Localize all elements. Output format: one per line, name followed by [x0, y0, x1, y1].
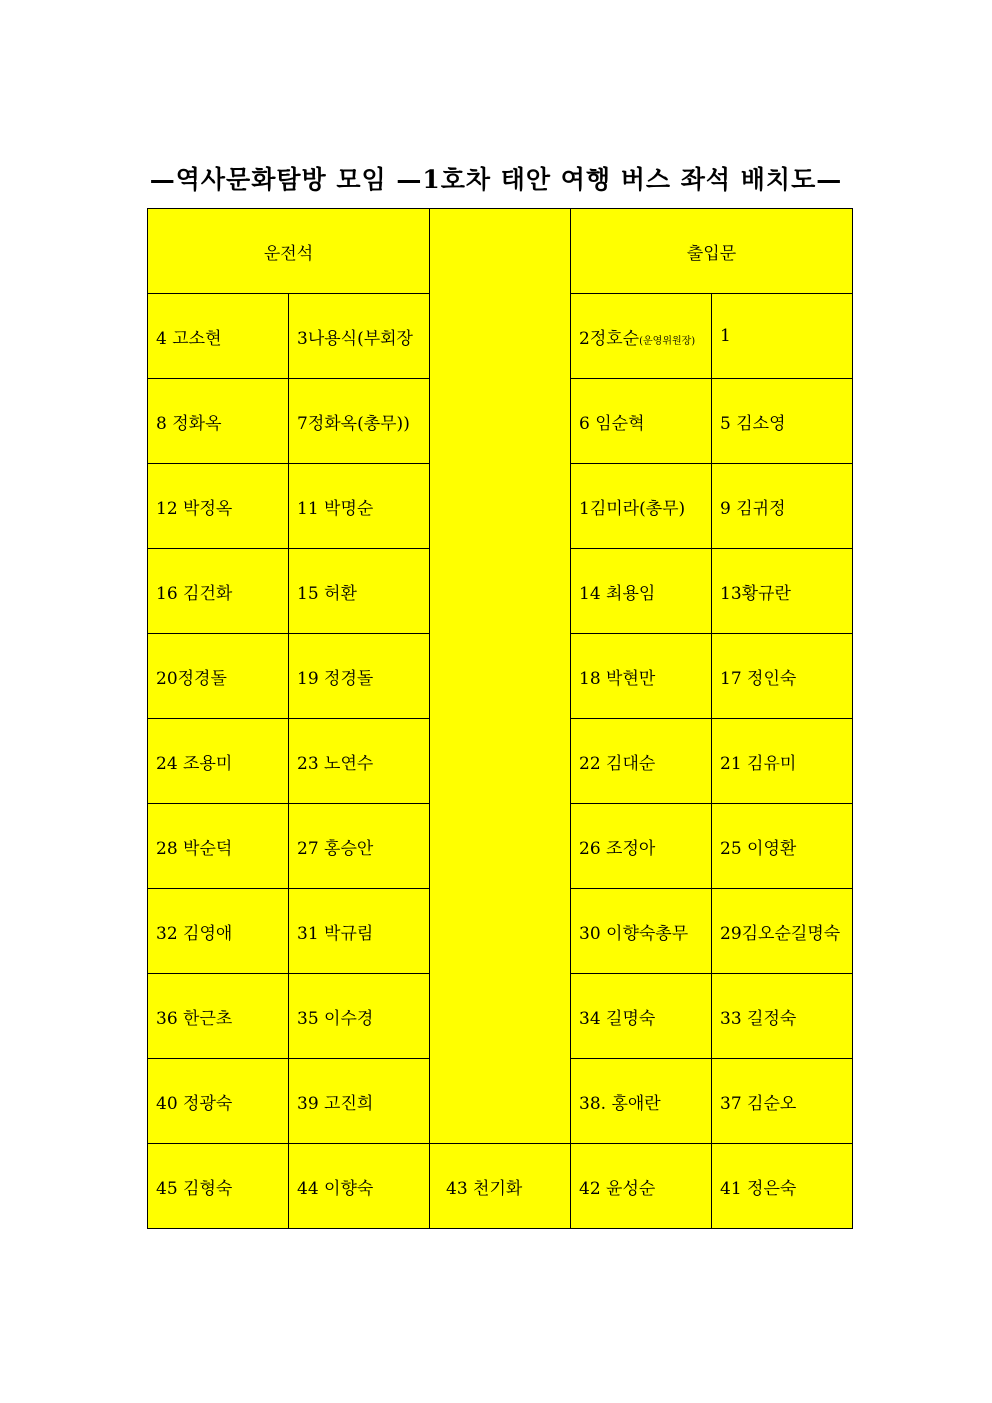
- page-title: —역사문화탐방 모임 —1호차 태안 여행 버스 좌석 배치도—: [149, 165, 843, 194]
- seat-cell: 22 김대순: [571, 719, 712, 804]
- seat-cell: 13황규란: [712, 549, 853, 634]
- seat-cell: 41 정은숙: [712, 1144, 853, 1229]
- seat-cell: 9 김귀정: [712, 464, 853, 549]
- seat-cell: [571, 294, 712, 379]
- seat-cell: 36 한근초: [148, 974, 289, 1059]
- seat-cell: 12 박정옥: [148, 464, 289, 549]
- seat-cell: 32 김영애: [148, 889, 289, 974]
- seat-cell: 1김미라(총무): [571, 464, 712, 549]
- seat-cell: 5 김소영: [712, 379, 853, 464]
- seat-cell: 26 조정아: [571, 804, 712, 889]
- seat-cell: 44 이향숙: [289, 1144, 430, 1229]
- seat-cell: 25 이영환: [712, 804, 853, 889]
- seat-cell: 21 김유미: [712, 719, 853, 804]
- seat-cell: 45 김형숙: [148, 1144, 289, 1229]
- door-label: 출입문: [571, 209, 853, 294]
- seat-cell: 24 조용미: [148, 719, 289, 804]
- back-row: [148, 1144, 853, 1229]
- seat-cell: 14 최용임: [571, 549, 712, 634]
- seat-cell: 33 길정숙: [712, 974, 853, 1059]
- seat-cell: 37 김순오: [712, 1059, 853, 1144]
- seat-cell: 8 정화옥: [148, 379, 289, 464]
- driver-seat-label: 운전석: [148, 209, 430, 294]
- seat-cell: 35 이수경: [289, 974, 430, 1059]
- seat-cell: 11 박명순: [289, 464, 430, 549]
- seat-cell: 15 허환: [289, 549, 430, 634]
- seat-cell: 19 정경돌: [289, 634, 430, 719]
- seat-cell: 17 정인숙: [712, 634, 853, 719]
- seat-cell: 23 노연수: [289, 719, 430, 804]
- seat-cell: 1: [712, 294, 853, 379]
- header-row: [148, 209, 853, 294]
- seat-cell: 42 윤성순: [571, 1144, 712, 1229]
- seat-cell: 43 천기화: [430, 1144, 571, 1229]
- seat-cell: 3나용식(부회장: [289, 294, 430, 379]
- seat-cell: 40 정광숙: [148, 1059, 289, 1144]
- seat-cell: 27 홍승안: [289, 804, 430, 889]
- seat-cell: 29김오순길명숙: [712, 889, 853, 974]
- seat-cell: 18 박현만: [571, 634, 712, 719]
- seat-cell: 6 임순혁: [571, 379, 712, 464]
- seat-cell: 34 길명숙: [571, 974, 712, 1059]
- seat-cell: 28 박순덕: [148, 804, 289, 889]
- aisle: [430, 209, 571, 1144]
- seat-cell: 20정경돌: [148, 634, 289, 719]
- seat-name: 2정호순: [579, 328, 640, 349]
- seat-cell: 39 고진희: [289, 1059, 430, 1144]
- seat-note: (운영위원장): [639, 335, 696, 347]
- seat-cell: 16 김건화: [148, 549, 289, 634]
- seat-cell: 7정화옥(총무)): [289, 379, 430, 464]
- seat-cell: 31 박규림: [289, 889, 430, 974]
- seat-chart-table: [147, 208, 853, 1229]
- seat-cell: 38. 홍애란: [571, 1059, 712, 1144]
- seat-cell: 30 이향숙총무: [571, 889, 712, 974]
- seat-cell: 4 고소현: [148, 294, 289, 379]
